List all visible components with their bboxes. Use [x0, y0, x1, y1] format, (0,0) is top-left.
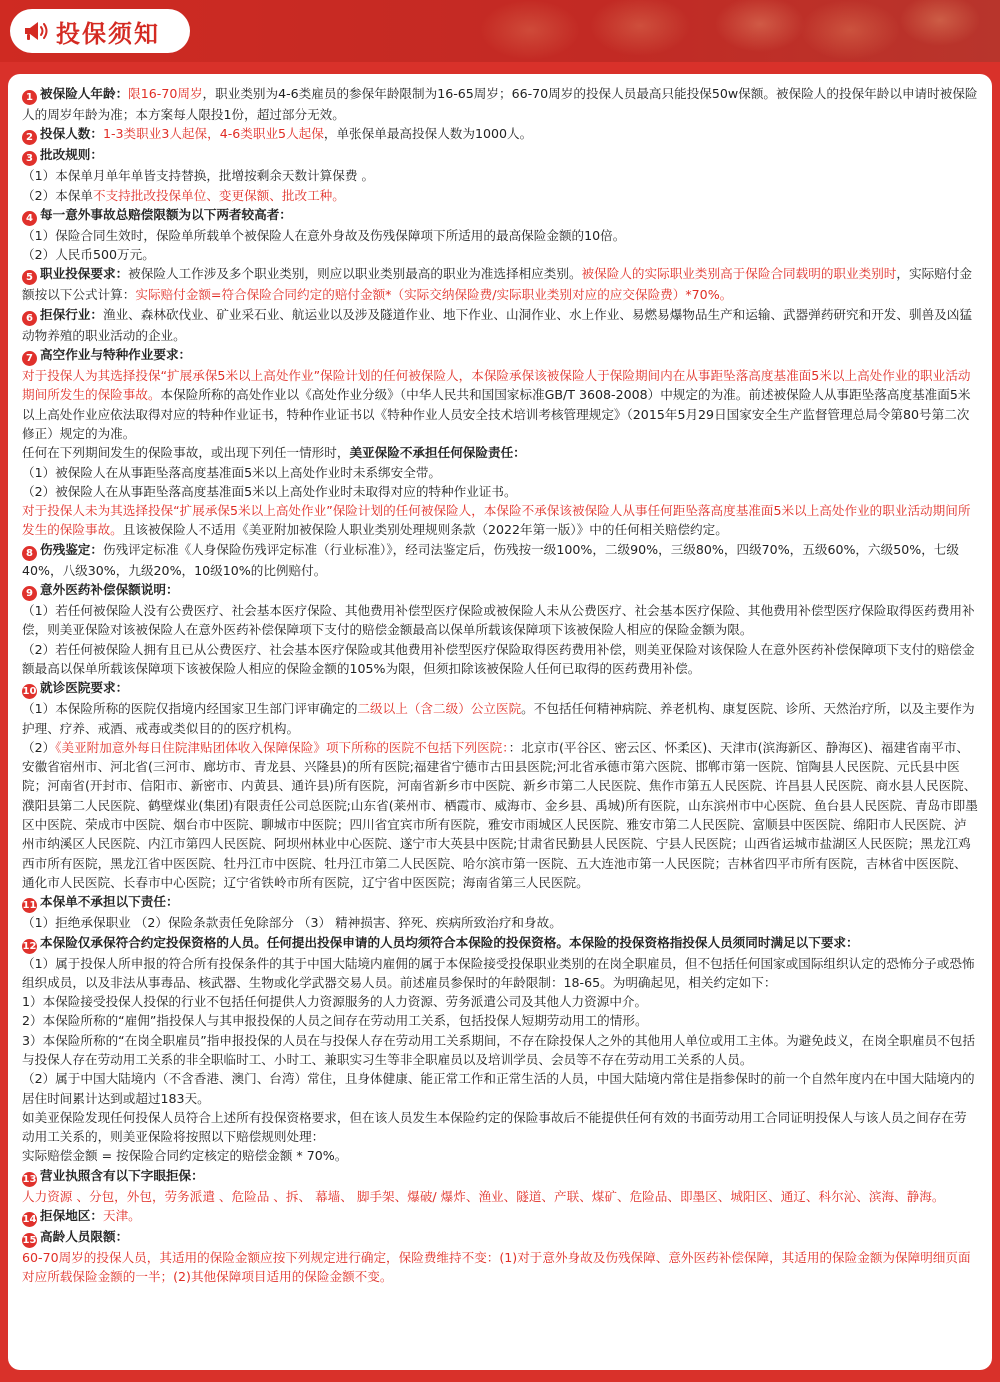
section-number: 10 [22, 686, 37, 698]
section-heading: 批改规则： [40, 147, 103, 163]
body-text: 伤残评定标准《人身保险伤残评定标准（行业标准）》，经司法鉴定后，伤残按一级100%，二级90%，三级80%，四级70%，五级60%，六级50%，七级40%，八级30%，九级20%，10级10%的比例赔付。 [22, 541, 959, 578]
section-height-work [22, 345, 978, 540]
highlight-text: 1-3类职业3人起保，4-6类职业5人起保 [102, 126, 324, 142]
body-text: （1）若任何被保险人没有公费医疗、社会基本医疗保险、其他费用补偿型医疗保险或被保险人未从公费医疗、社会基本医疗保险、其他费用补偿型医疗保险取得医药费用补偿，则美亚保险对该被保险人在意外医药补偿保障项下支付的赔偿金额最高以保单所载该保障项下该被保险人相应的保险金额为限。 [22, 603, 975, 638]
highlight-text: 对于投保人为其选择投保“扩展承保5米以上高处作业”保险计划的任何被保险人，本保险承保该被保险人于保险期间内在从事距坠落高度基准面5米以上高处作业的职业活动期间所发生的保险事故。 [22, 368, 971, 403]
section-heading: 意外医药补偿保额说明： [40, 582, 179, 598]
highlight-text: 限16-70周岁 [128, 86, 203, 101]
section-number: 6 [22, 311, 37, 326]
section-heading: 被保险人年龄： [40, 86, 129, 101]
header-banner [0, 0, 1000, 62]
section-number: 7 [22, 351, 37, 366]
section-age [22, 84, 978, 124]
section-number: 8 [22, 546, 37, 561]
section-number: 13 [22, 1173, 37, 1185]
highlight-text: 对于投保人未为其选择投保“扩展承保5米以上高处作业”保险计划的任何被保险人，本保险不承保该被保险人从事任何距坠落高度基准面5米以上高处作业的职业活动期间所发生的保险事故。 [22, 503, 971, 538]
body-text: ：北京市(平谷区、密云区、怀柔区)、天津市(滨海新区、静海区)、福建省南平市、安徽省宿州市、河北省(三河市、廊坊市、青龙县、兴隆县)的所有医院;福建省宁德市古田县医院;河北省承德市第六医院、邯郸市第一医院、馆陶县人民医院、元氏县中医院；河南省(开封市、信阳市、新密市、内黄县、通许县)所有医院，河南省新乡市中医院、新乡市第二人民医院、焦作市第五人民医院、许昌县人民医院、商水县人民医院、濮阳县第二人民医院、鹤壁煤业(集团)有限责任公司总医院;山东省(莱州市、栖霞市、威海市、金乡县、禹城)所有医院，山东滨州市中心医院、鱼台县人民医院、青岛市即墨区中医院、荣成市中医院、烟台市中医院、聊城市中医院；四川省宜宾市所有医院，雅安市雨城区人民医院、雅安市第二人民医院、富顺县中医医院、绵阳市人民医院、泸州市纳溪区人民医院、内江市第四人民医院、阿坝州林业中心医院、遂宁市大英县中医院;甘肃省民勤县人民医院、宁县人民医院；山西省运城市盐湖区人民医院；黑龙江鸡西市所有医院，黑龙江省中医医院、牡丹江市中医院、牡丹江市第二人民医院、哈尔滨市第一医院、五大连池市第一人民医院；吉林省四平市所有医院，吉林省中医医院、通化市人民医院、长春市中心医院；辽宁省铁岭市所有医院，辽宁省中医医院；海南省第三人民医院。 [22, 739, 978, 890]
section-endorsement-rules [22, 145, 978, 205]
section-aggregate-limit [22, 205, 978, 265]
body-text: 且该被保险人不适用《美亚附加被保险人职业类别处理规则条款（2022年第一版）》中的任何相关赔偿约定。 [122, 522, 728, 538]
megaphone-icon [22, 17, 50, 45]
body-text: ，单张保单最高投保人数为1000人。 [323, 126, 533, 142]
highlight-text: 人力资源 、分包，外包，劳务派遣 、危险品 、拆、 幕墙、 脚手架、爆破/ 爆炸、渔业、隧道、产联、煤矿、危险品、即墨区、城阳区、通辽、科尔沁、滨海、静海。 [22, 1188, 945, 1204]
section-disability [22, 540, 978, 580]
section-heading: 高空作业与特种作业要求： [40, 347, 192, 363]
highlight-text: 天津。 [102, 1208, 141, 1224]
body-text: 1）本保险接受投保人投保的行业不包括任何提供人力资源服务的人力资源、劳务派遣公司及其他人力资源中介。 [22, 994, 648, 1010]
section-medical-compensation [22, 580, 978, 678]
section-headcount [22, 124, 978, 145]
body-text: 。不包括任何精神病院、养老机构、康复医院、诊所、天然治疗所，以及主要作为护理、疗养、戒酒、戒毒或类似目的的医疗机构。 [22, 701, 975, 736]
highlight-text: 60-70周岁的投保人员，其适用的保险金额应按下列规定进行确定，保险费维持不变：(1)对于意外身故及伤残保障、意外医药补偿保障，其适用的保险金额为保障明细页面对应所载保险金额的一半；(2)其他保障项目适用的保险金额不变。 [22, 1250, 971, 1285]
section-heading: 职业投保要求： [40, 266, 129, 282]
section-exclusions [22, 892, 978, 932]
body-text: ，实际赔付金额按以下公式计算： [22, 266, 972, 303]
body-text: 如美亚保险发现任何投保人员符合上述所有投保资格要求，但在该人员发生本保险约定的保险事故后不能提供任何有效的书面劳动用工合同证明投保人与该人员之间存在劳动用工关系的，则美亚保险将按照以下赔偿规则处理： [22, 1109, 967, 1145]
section-heading: 拒保行业： [40, 306, 103, 322]
highlight-text: 被保险人的实际职业类别高于保险合同载明的职业类别时 [581, 266, 897, 282]
body-text: 2）本保险所称的“雇佣”指投保人与其申报投保的人员之间存在劳动用工关系，包括投保人短期劳动用工的情形。 [22, 1013, 648, 1029]
section-heading: 投保人数： [40, 126, 103, 142]
section-license-keywords [22, 1166, 978, 1206]
body-text: （1）本保险所称的医院仅指境内经国家卫生部门评审确定的 [22, 701, 358, 717]
body-text: （1）本保单月单年单皆支持替换，批增按剩余天数计算保费 。 [22, 168, 375, 184]
section-excluded-industries [22, 305, 978, 345]
body-text: 被保险人工作涉及多个职业类别，则应以职业类别最高的职业为准选择相应类别。 [128, 266, 582, 282]
section-heading: 高龄人员限额： [40, 1229, 129, 1245]
highlight-text: 二级以上（含二级）公立医院 [357, 701, 522, 717]
banner-background-image [380, 0, 1000, 62]
body-text: （2）被保险人在从事距坠落高度基准面5米以上高处作业时未取得对应的特种作业证书。 [22, 483, 517, 499]
section-eligibility [22, 933, 978, 1166]
body-text: （1）属于投保人所申报的符合所有投保条件的其于中国大陆境内雇佣的属于本保险接受投保职业类别的在岗全职雇员，但不包括任何国家或国际组织认定的恐怖分子或恐怖组织成员，以及非法从事毒品、核武器、生物或化学武器交易人员。前述雇员参保时的年龄限制：18-65。为明确起见，相关约定如下： [22, 955, 975, 990]
body-text: 任何在下列期间发生的保险事故，或出现下列任一情形时， [22, 445, 350, 461]
section-heading: 拒保地区： [40, 1208, 103, 1224]
section-excluded-regions [22, 1206, 978, 1227]
highlight-text: 《美亚附加意外每日住院津贴团体收入保障保险》项下所称的医院不包括下列医院： [55, 739, 509, 755]
section-number: 5 [22, 270, 37, 285]
body-text: （2）属于中国大陆境内（不含香港、澳门、台湾）常住，且身体健康、能正常工作和正常生活的人员，中国大陆境内常住是指参保时的前一个自然年度内在中国大陆境内的居住时间累计达到或超过183天。 [22, 1071, 975, 1106]
section-number: 12 [22, 940, 37, 952]
title-badge [10, 9, 190, 53]
body-text-bold: 美亚保险不承担任何保险责任： [349, 445, 526, 461]
section-number: 2 [22, 130, 37, 145]
body-text: ，职业类别为4-6类雇员的参保年龄限制为16-65周岁；66-70周岁的投保人员最高只能投保50w保额。被保险人的投保年龄以申请时被保险人的周岁年龄为准；本方案每人限投1份，超过部分无效。 [22, 86, 978, 122]
section-heading: 本保险仅承保符合约定投保资格的人员。任何提出投保申请的人员均须符合本保险的投保资格。本保险的投保资格指投保人员须同时满足以下要求： [40, 934, 859, 950]
notice-card [8, 74, 992, 1370]
body-text: 3）本保险所称的“在岗全职雇员”指申报投保的人员在与投保人存在劳动用工关系期间，不存在除投保人之外的其他用人单位或用工主体。为避免歧义，在岗全职雇员不包括与投保人存在劳动用工关系的非全职临时工、小时工、兼职实习生等非全职雇员以及培训学员、会员等不存在劳动用工关系的人员。 [22, 1032, 975, 1067]
section-heading: 就诊医院要求： [40, 680, 129, 696]
body-text: （2）人民币500万元。 [22, 247, 155, 263]
section-heading: 本保单不承担以下责任： [40, 894, 179, 910]
body-text: 渔业、森林砍伐业、矿业采石业、航运业以及涉及隧道作业、地下作业、山洞作业、水上作业、易燃易爆物品生产和运输、武器弹药研究和开发、驯兽及凶猛动物养殖的职业活动的企业。 [22, 306, 972, 343]
section-occupation-requirements [22, 264, 978, 304]
body-text: （2） [22, 739, 56, 755]
section-number: 3 [22, 151, 37, 166]
section-number: 4 [22, 211, 37, 226]
body-text: （2）若任何被保险人拥有且已从公费医疗、社会基本医疗保险或其他费用补偿型医疗保险取得医药费用补偿，则美亚保险对该保险人在意外医药补偿保障项下支付的赔偿金额最高以保单所载该保障项下该被保险人相应的保险金额的105%为限，但须扣除该被保险人任何已取得的医药费用补偿。 [22, 641, 975, 676]
body-text: 实际赔偿金额 = 按保险合同约定核定的赔偿金额 * 70%。 [22, 1148, 348, 1164]
body-text: （1）拒绝承保职业 （2）保险条款责任免除部分 （3） 精神损害、猝死、疾病所致治疗和身故。 [22, 915, 562, 931]
section-number: 1 [22, 90, 37, 105]
highlight-text: 实际赔付金额=符合保险合同约定的赔付金额*（实际交纳保险费/实际职业类别对应的应交保险费）*70%。 [135, 287, 733, 303]
section-number: 9 [22, 586, 37, 601]
section-number: 15 [22, 1235, 37, 1247]
section-heading: 伤残鉴定： [40, 541, 103, 557]
body-text: （2）本保单 [22, 187, 93, 203]
page-title: 投保须知 [56, 19, 160, 48]
section-senior-limits [22, 1227, 978, 1287]
body-text: （1）保险合同生效时，保险单所载单个被保险人在意外身故及伤残保障项下所适用的最高保险金额的10倍。 [22, 227, 626, 243]
section-hospital-requirements [22, 678, 978, 892]
body-text: （1）被保险人在从事距坠落高度基准面5米以上高处作业时未系绑安全带。 [22, 464, 442, 480]
highlight-text: 不支持批改投保单位、变更保额、批改工种。 [92, 187, 345, 203]
section-number: 11 [22, 900, 37, 912]
section-heading: 每一意外事故总赔偿限额为以下两者较高者： [40, 206, 292, 222]
body-text: 本保险所称的高处作业以《高处作业分级》（中华人民共和国国家标准GB/T 3608-2008）中规定的为准。前述被保险人从事距坠落高度基准面5米以上高处作业应依法取得对应的特种作业证书，特种作业证书以《特种作业人员安全技术培训考核管理规定》（2015年5月29日国家安全生产监督管理总局令第80号第二次修正）规定的为准。 [22, 387, 971, 441]
section-number: 14 [22, 1214, 37, 1226]
section-heading: 营业执照含有以下字眼拒保： [40, 1167, 204, 1183]
